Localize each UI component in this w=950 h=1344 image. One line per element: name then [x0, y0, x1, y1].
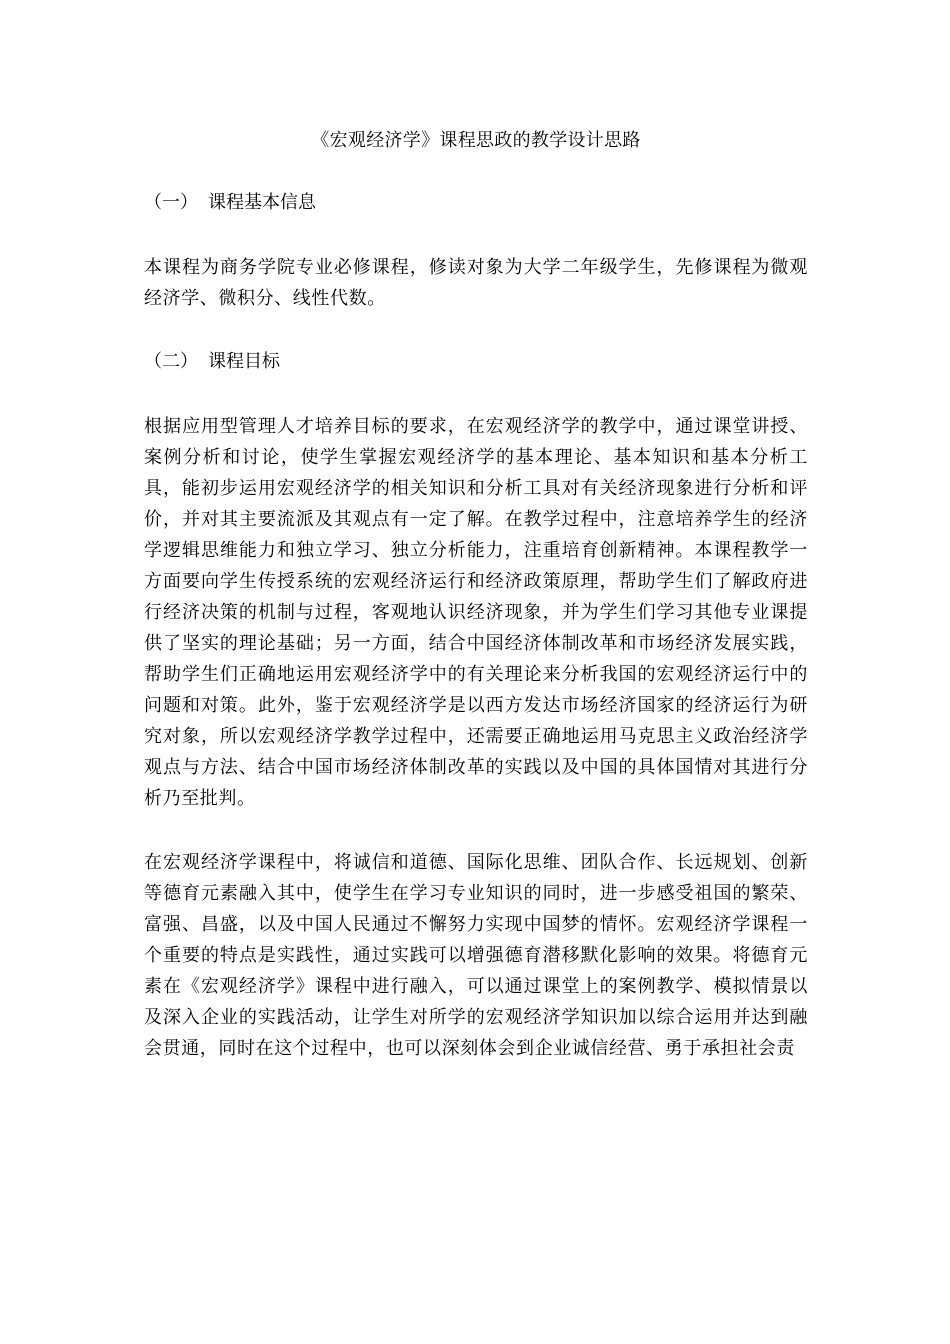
paragraph-moral-education: 在宏观经济学课程中，将诚信和道德、国际化思维、团队合作、长远规划、创新等德育元素融入其中，使学生在学习专业知识的同时，进一步感受祖国的繁荣、富强、昌盛，以及中国人民通过不懈努力实现中国梦的情怀。宏观经济学课程一个重要的特点是实践性，通过实践可以增强德育潜移默化影响的效果。将德育元素在《宏观经济学》课程中进行融入，可以通过课堂上的案例教学、模拟情景以及深入企业的实践活动，让学生对所学的宏观经济学知识加以综合运用并达到融会贯通，同时在这个过程中，也可以深刻体会到企业诚信经营、勇于承担社会责	[144, 852, 808, 1059]
document-title: 《宏观经济学》课程思政的教学设计思路	[311, 130, 641, 151]
section-heading-basic-info	[144, 188, 808, 218]
section-number: （一）	[144, 192, 198, 213]
section-heading-text: 课程目标	[208, 351, 280, 372]
paragraph-course-goals: 根据应用型管理人才培养目标的要求，在宏观经济学的教学中，通过课堂讲授、案例分析和讨论，使学生掌握宏观经济学的基本理论、基本知识和基本分析工具，能初步运用宏观经济学的相关知识和分析工具对有关经济现象进行分析和评价，并对其主要流派及其观点有一定了解。在教学过程中，注意培养学生的经济学逻辑思维能力和独立学习、独立分析能力，注重培育创新精神。本课程教学一方面要向学生传授系统的宏观经济运行和经济政策原理，帮助学生们了解政府进行经济决策的机制与过程，客观地认识经济现象，并为学生们学习其他专业课提供了坚实的理论基础；另一方面，结合中国经济体制改革和市场经济发展实践，帮助学生们正确地运用宏观经济学中的有关理论来分析我国的宏观经济运行中的问题和对策。此外，鉴于宏观经济学是以西方发达市场经济国家的经济运行为研究对象，所以宏观经济学教学过程中，还需要正确地运用马克思主义政治经济学观点与方法、结合中国市场经济体制改革的实践以及中国的具体国情对其进行分析乃至批判。	[144, 416, 808, 809]
paragraph-basic-info: 本课程为商务学院专业必修课程，修读对象为大学二年级学生，先修课程为微观经济学、微积分、线性代数。	[144, 257, 808, 309]
section-heading-course-goals	[144, 347, 808, 377]
section-number: （二）	[144, 351, 198, 372]
section-heading-text: 课程基本信息	[208, 192, 316, 213]
